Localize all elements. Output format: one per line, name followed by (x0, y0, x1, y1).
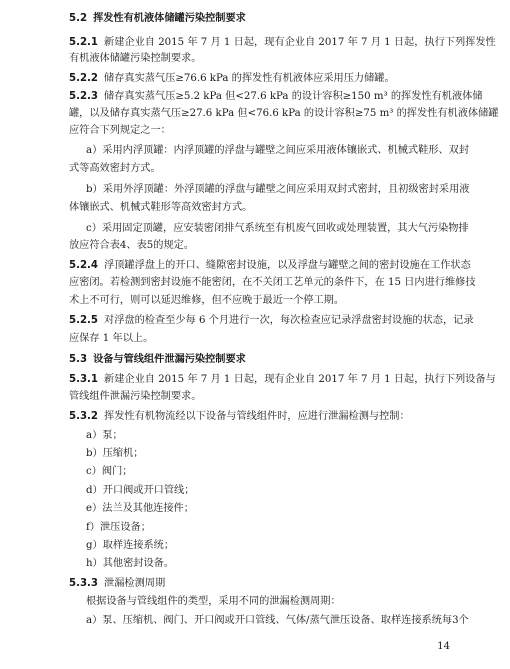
line-text: 储存真实蒸气压≥5.2 kPa 但<27.6 kPa 的设计容积≥150 m³ 的挥发性有机液体储 (104, 91, 483, 102)
paragraph-line (69, 390, 452, 404)
section-number: 5.3.1 (69, 374, 99, 385)
section-number: 5.2.4 (69, 260, 99, 271)
section-number: 5.2.2 (69, 73, 99, 84)
line-text: 体镶嵌式、机械式鞋形等高效密封方式。 (69, 202, 253, 213)
line-text: 储存真实蒸气压≥76.6 kPa 的挥发性有机液体应采用压力储罐。 (104, 73, 395, 84)
line-text: b）压缩机； (86, 448, 144, 459)
paragraph-line (69, 201, 452, 215)
list-item-line (86, 521, 452, 535)
list-item-line (86, 465, 452, 479)
list-item-line (86, 557, 452, 571)
list-item-line (86, 144, 470, 158)
line-text: d）开口阀或开口管线； (86, 485, 195, 496)
line-text: 新建企业自 2015 年 7 月 1 日起，现有企业自 2017 年 7 月 1 日起，执行下列设备与 (104, 374, 496, 385)
clause-line (69, 72, 452, 86)
paragraph-line (69, 332, 452, 346)
section-number: 5.3 (69, 354, 88, 365)
line-text: h）其他密封设备。 (86, 558, 175, 569)
line-text: 应保存 1 年以上。 (69, 333, 154, 344)
line-text: 放应符合表4、表5的规定。 (69, 240, 195, 251)
line-text: 术上不可行，则可以延迟维修，但不应晚于最近一个停工期。 (69, 295, 345, 306)
section-number: 5.3.2 (69, 411, 99, 422)
section-number: 5.2 (69, 13, 88, 24)
list-item-line (86, 595, 452, 609)
paragraph-line (69, 276, 476, 290)
line-text: c）阀门； (86, 466, 133, 477)
paragraph-line (69, 239, 452, 253)
clause-line (69, 36, 496, 50)
line-text: 浮顶罐浮盘上的开口、缝隙密封设施，以及浮盘与罐壁之间的密封设施在工作状态 (104, 260, 471, 271)
clause-line (69, 410, 452, 424)
clause-line (69, 373, 496, 387)
line-text: 应符合下列规定之一： (69, 125, 171, 136)
line-text: f）泄压设备； (86, 522, 151, 533)
line-text: 对浮盘的检查至少每 6 个月进行一次，每次检查应记录浮盘密封设施的状态，记录 (104, 315, 474, 326)
list-item-line (86, 614, 469, 628)
list-item-line (86, 484, 452, 498)
line-text: 根据设备与管线组件的类型，采用不同的泄漏检测周期： (86, 596, 341, 607)
section-heading (69, 353, 452, 367)
section-number: 5.2.5 (69, 315, 99, 326)
line-text: a）采用内浮顶罐：内浮顶罐的浮盘与罐壁之间应采用液体镶嵌式、机械式鞋形、双封 (86, 145, 470, 156)
paragraph-line (69, 107, 499, 121)
line-text: 应密闭。若检测到密封设施不能密闭，在不关闭工艺单元的条件下，在 15 日内进行维修技 (69, 277, 476, 288)
line-text: 新建企业自 2015 年 7 月 1 日起，现有企业自 2017 年 7 月 1 日起，执行下列挥发性 (104, 37, 496, 48)
section-number: 5.2.1 (69, 37, 99, 48)
line-text: 有机液体储罐污染控制要求。 (69, 53, 202, 64)
line-text: g）取样连接系统； (86, 540, 175, 551)
line-text: 挥发性有机液体储罐污染控制要求 (93, 13, 246, 24)
list-item-line (86, 222, 469, 236)
line-text: 管线组件泄漏污染控制要求。 (69, 391, 202, 402)
line-text: 挥发性有机物流经以下设备与管线组件时，应进行泄漏检测与控制： (104, 411, 410, 422)
list-item-line (86, 429, 452, 443)
clause-line (69, 90, 483, 104)
list-item-line (86, 447, 452, 461)
line-text: 罐，以及储存真实蒸气压≥27.6 kPa 但<76.6 kPa 的设计容积≥75 m³ 的挥发性有机液体储罐 (69, 108, 499, 119)
line-text: e）法兰及其他连接件； (86, 503, 194, 514)
page-number: 14 (437, 641, 450, 652)
line-text: 泄漏检测周期 (104, 578, 166, 589)
paragraph-line (69, 162, 452, 176)
line-text: 式等高效密封方式。 (69, 163, 161, 174)
section-number: 5.2.3 (69, 91, 99, 102)
section-heading (69, 12, 452, 26)
paragraph-line (69, 294, 452, 308)
line-text: a）泵； (86, 430, 123, 441)
section-number: 5.3.3 (69, 578, 99, 589)
list-item-line (86, 502, 452, 516)
line-text: c）采用固定顶罐，应安装密闭排气系统至有机废气回收或处理装置，其大气污染物排 (86, 223, 469, 234)
list-item-line (86, 183, 470, 197)
line-text: a）泵、压缩机、阀门、开口阀或开口管线、气体/蒸气泄压设备、取样连接系统每3个 (86, 615, 469, 626)
line-text: b）采用外浮顶罐：外浮顶罐的浮盘与罐壁之间应采用双封式密封，且初级密封采用液 (86, 184, 470, 195)
clause-line (69, 259, 471, 273)
clause-line (69, 577, 452, 591)
line-text: 设备与管线组件泄漏污染控制要求 (93, 354, 246, 365)
paragraph-line (69, 52, 452, 66)
clause-line (69, 314, 474, 328)
paragraph-line (69, 124, 452, 138)
list-item-line (86, 539, 452, 553)
